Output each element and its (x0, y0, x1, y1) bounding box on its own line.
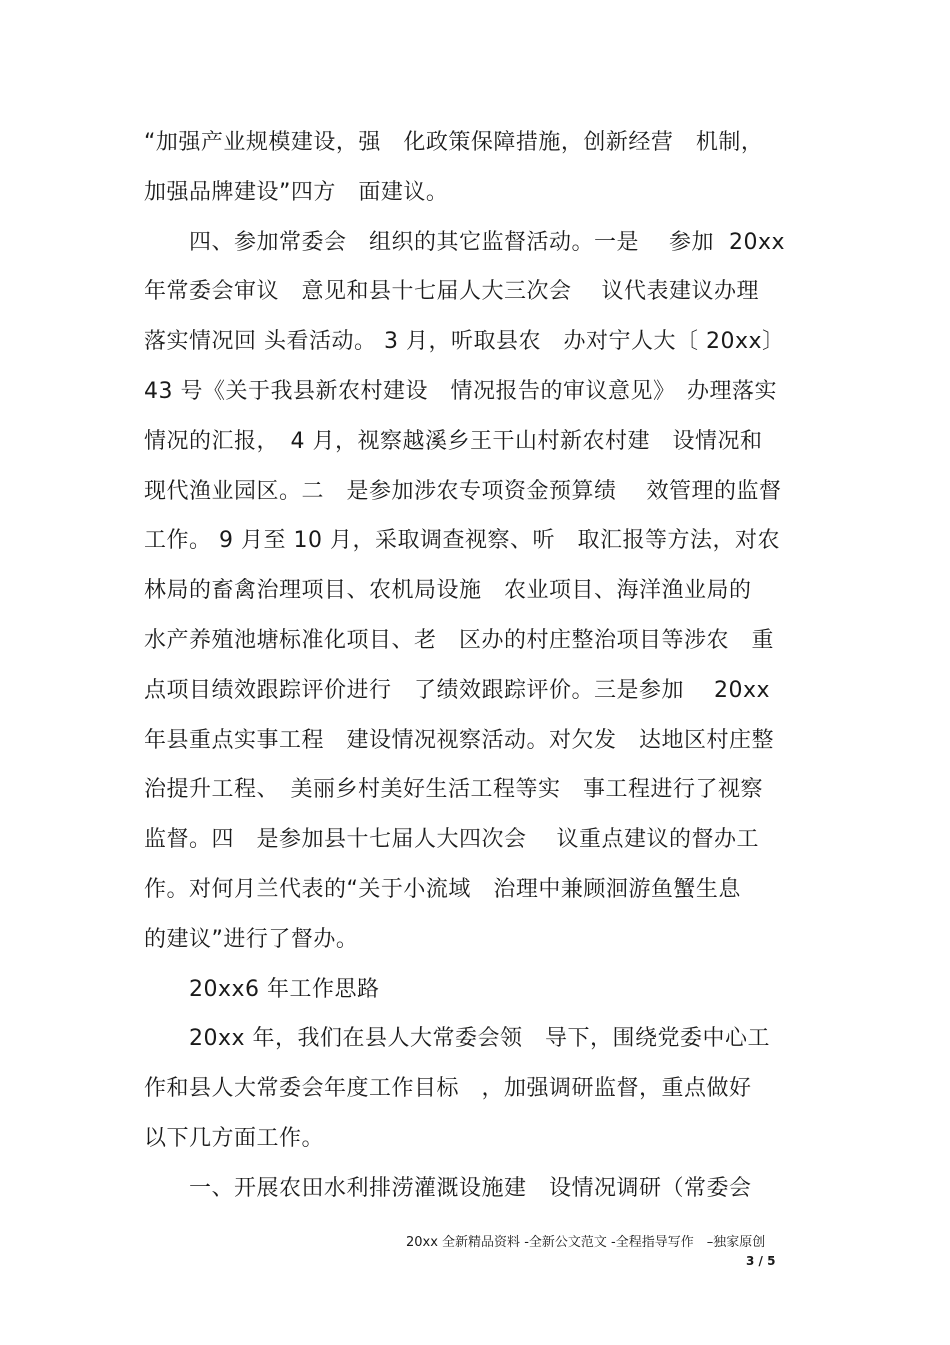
text-line: 年县重点实事工程 建设情况视察活动。对欠发 达地区村庄整 (144, 727, 775, 753)
text-line: 一、开展农田水利排涝灌溉设施建 设情况调研（常委会 (144, 1175, 752, 1201)
text-line: 情况的汇报， 4 月，视察越溪乡王干山村新农村建 设情况和 (144, 428, 763, 454)
text-line: 加强品牌建设”四方 面建议。 (144, 179, 449, 205)
text-line: 现代渔业园区。二 是参加涉农专项资金预算绩 效管理的监督 (144, 478, 782, 504)
document-body (144, 118, 824, 1214)
text-line: 监督。四 是参加县十七届人大四次会 议重点建议的督办工 (144, 827, 759, 853)
text-line: 以下几方面工作。 (144, 1125, 325, 1151)
footer-text: 20xx 全新精品资料 -全新公文范文 -全程指导写作 –独家原创 (406, 1235, 766, 1250)
text-line: 治提升工程、 美丽乡村美好生活工程等实 事工程进行了视察 (144, 777, 764, 803)
text-line: “加强产业规模建设，强 化政策保障措施，创新经营 机制， (144, 130, 764, 155)
section-heading: 20xx6 年工作思路 (144, 976, 380, 1002)
text-line: 水产养殖池塘标准化项目、老 区办的村庄整治项目等涉农 重 (144, 627, 775, 653)
text-line: 的建议”进行了督办。 (144, 926, 359, 952)
text-line: 作和县人大常委会年度工作目标 ，加强调研监督，重点做好 (144, 1076, 752, 1102)
text-line: 20xx 年，我们在县人大常委会领 导下，围绕党委中心工 (144, 1026, 771, 1052)
text-line: 作。对何月兰代表的“关于小流域 治理中兼顾洄游鱼蟹生息 (144, 876, 741, 902)
text-line: 43 号《关于我县新农村建设 情况报告的审议意见》 办理落实 (144, 378, 777, 404)
text-line: 四、参加常委会 组织的其它监督活动。一是 参加 20xx (144, 229, 786, 255)
text-line: 落实情况回 头看活动。 3 月，听取县农 办对宁人大〔 20xx〕 (144, 329, 785, 355)
page-number: 3 / 5 (746, 1254, 776, 1268)
text-line: 工作。 9 月至 10 月，采取调查视察、听 取汇报等方法，对农 (144, 528, 780, 554)
text-line: 点项目绩效跟踪评价进行 了绩效跟踪评价。三是参加 20xx (144, 677, 771, 703)
text-line: 林局的畜禽治理项目、农机局设施 农业项目、海洋渔业局的 (144, 578, 752, 604)
text-line: 年常委会审议 意见和县十七届人大三次会 议代表建议办理 (144, 279, 759, 305)
